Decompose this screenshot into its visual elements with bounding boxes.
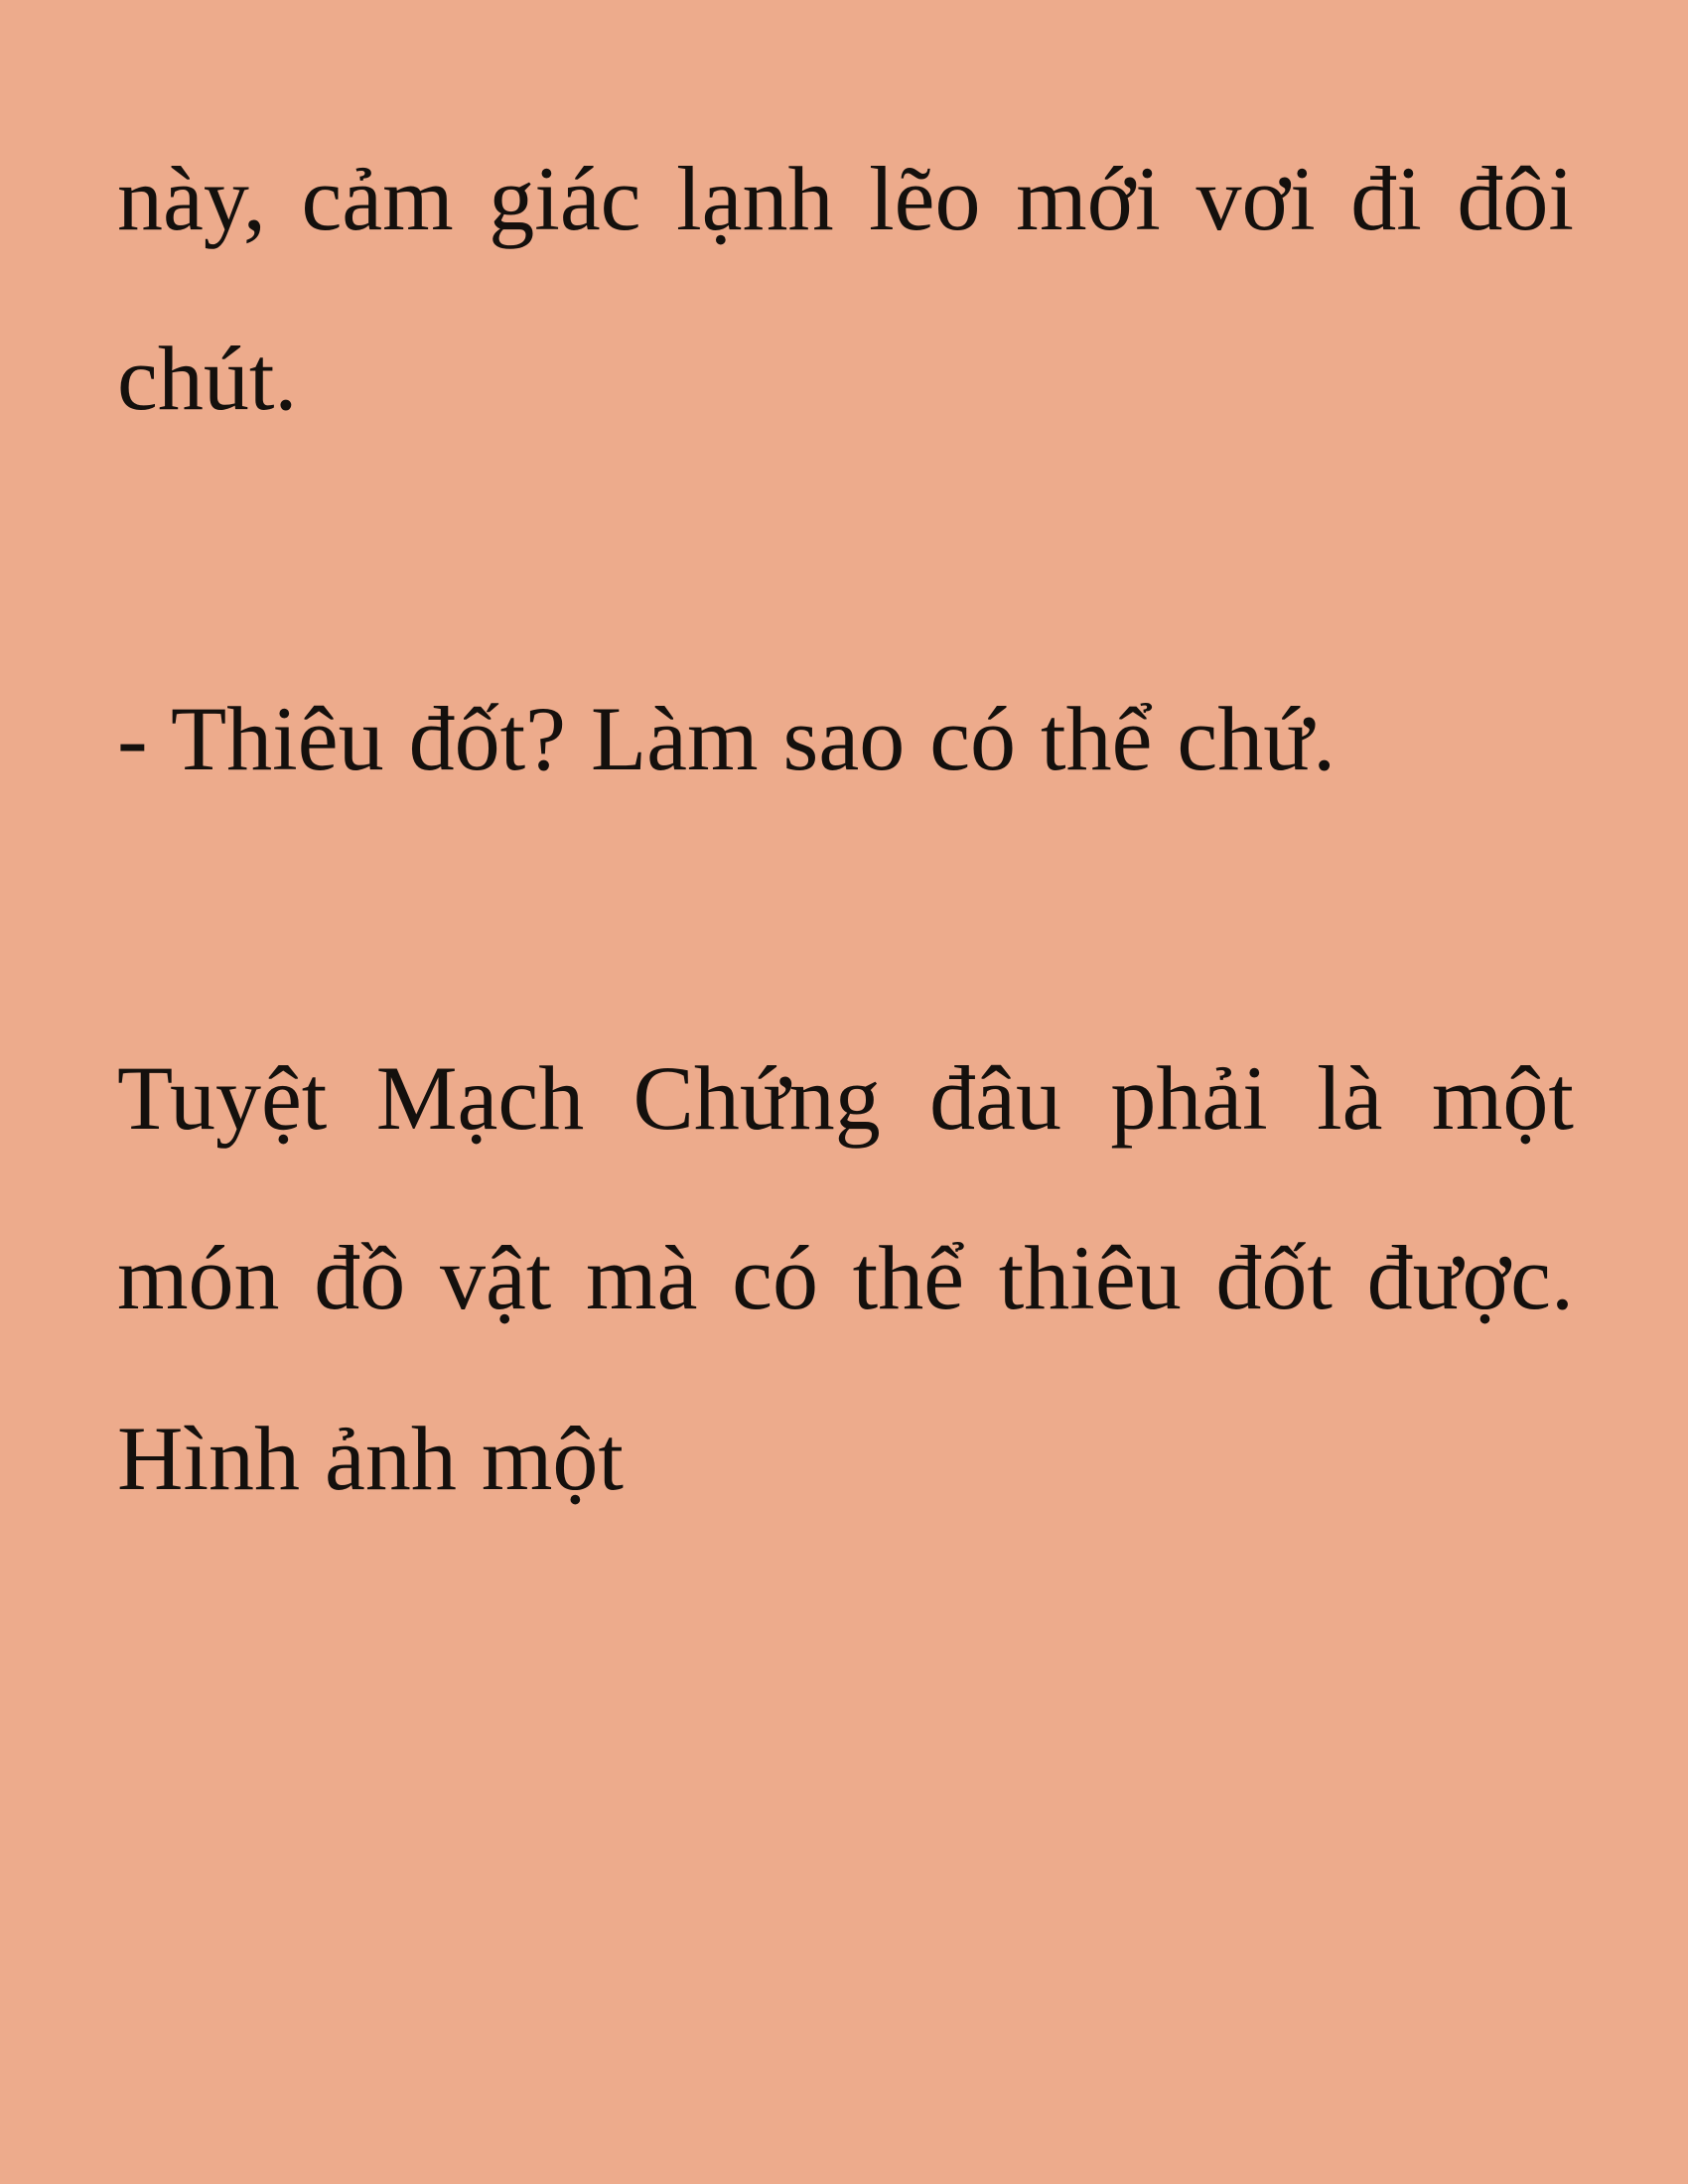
paragraph-1: này, cảm giác lạnh lẽo mới vơi đi đôi chút.: [117, 148, 1574, 430]
paragraph-spacer-1: [117, 469, 1574, 648]
reader-text-body: [117, 109, 1574, 1549]
paragraph-2: - Thiêu đốt? Làm sao có thể chứ.: [117, 687, 1336, 789]
paragraph-spacer-2: [117, 829, 1574, 1009]
paragraph-3: Tuyệt Mạch Chứng đâu phải là một món đồ vật mà có thể thiêu đốt được. Hình ảnh một: [117, 1047, 1574, 1509]
